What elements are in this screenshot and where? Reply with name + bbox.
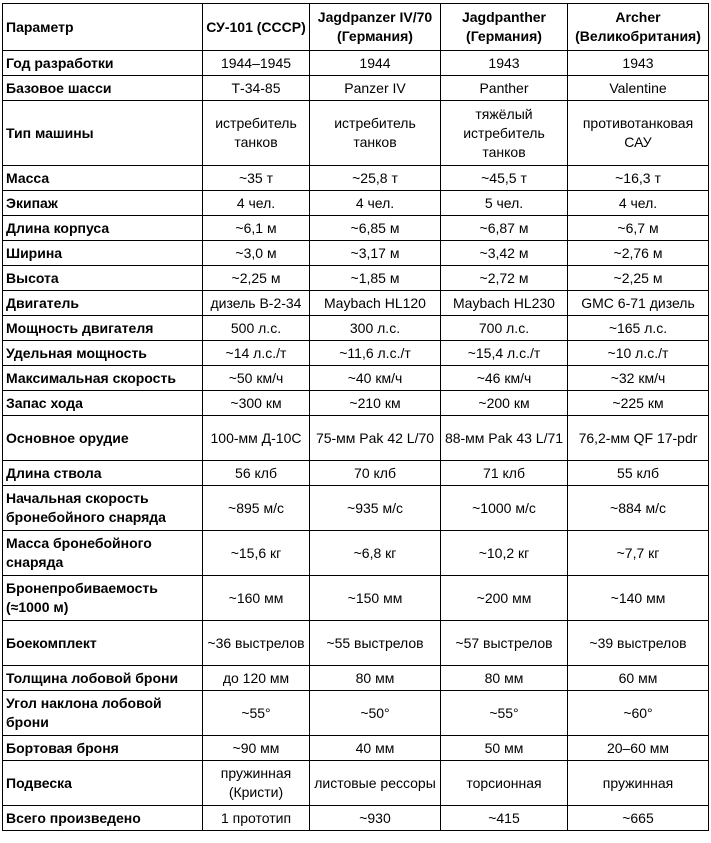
table-cell: Т-34-85 [203, 76, 310, 101]
table-cell: Valentine [568, 76, 709, 101]
row-parameter-label: Масса бронебойного снаряда [3, 531, 203, 576]
table-cell: Maybach HL230 [441, 291, 568, 316]
table-cell: ~665 [568, 806, 709, 831]
table-cell: ~60° [568, 691, 709, 736]
table-body [3, 51, 709, 831]
row-parameter-label: Толщина лобовой брони [3, 666, 203, 691]
table-cell: пружинная (Кристи) [203, 761, 310, 806]
table-cell: Panzer IV [310, 76, 441, 101]
row-parameter-label: Всего произведено [3, 806, 203, 831]
table-row [3, 101, 709, 166]
table-row [3, 341, 709, 366]
table-cell: 1944 [310, 51, 441, 76]
table-cell: 1944–1945 [203, 51, 310, 76]
table-cell: ~140 мм [568, 576, 709, 621]
row-parameter-label: Высота [3, 266, 203, 291]
table-cell: 55 клб [568, 461, 709, 486]
row-parameter-label: Угол наклона лобовой брони [3, 691, 203, 736]
table-cell: истребитель танков [203, 101, 310, 166]
table-cell: ~10 л.с./т [568, 341, 709, 366]
table-cell: 40 мм [310, 736, 441, 761]
table-cell: ~200 мм [441, 576, 568, 621]
table-cell: ~7,7 кг [568, 531, 709, 576]
table-cell: до 120 мм [203, 666, 310, 691]
table-cell: ~15,6 кг [203, 531, 310, 576]
table-cell: 56 клб [203, 461, 310, 486]
table-cell: ~930 [310, 806, 441, 831]
table-cell: ~39 выстрелов [568, 621, 709, 666]
header-jagdpanther: Jagdpanther (Германия) [441, 4, 568, 51]
table-cell: 300 л.с. [310, 316, 441, 341]
table-cell: ~3,0 м [203, 241, 310, 266]
header-su-101: СУ-101 (СССР) [203, 4, 310, 51]
table-cell: 80 мм [310, 666, 441, 691]
table-row [3, 391, 709, 416]
table-cell: ~6,7 м [568, 216, 709, 241]
comparison-table [2, 3, 709, 831]
table-cell: ~15,4 л.с./т [441, 341, 568, 366]
row-parameter-label: Бронепробиваемость (≈1000 м) [3, 576, 203, 621]
table-cell: ~55° [441, 691, 568, 736]
header-archer: Archer (Великобритания) [568, 4, 709, 51]
table-row [3, 416, 709, 461]
table-cell: 50 мм [441, 736, 568, 761]
table-cell: 76,2-мм QF 17-pdr [568, 416, 709, 461]
table-cell: ~90 мм [203, 736, 310, 761]
table-cell: 75-мм Pak 42 L/70 [310, 416, 441, 461]
table-cell: 1 прототип [203, 806, 310, 831]
table-cell: ~50° [310, 691, 441, 736]
table-cell: листовые рессоры [310, 761, 441, 806]
table-row [3, 291, 709, 316]
table-cell: ~46 км/ч [441, 366, 568, 391]
table-cell: ~200 км [441, 391, 568, 416]
row-parameter-label: Длина ствола [3, 461, 203, 486]
table-cell: ~36 выстрелов [203, 621, 310, 666]
table-cell: ~14 л.с./т [203, 341, 310, 366]
table-cell: 4 чел. [203, 191, 310, 216]
table-cell: ~165 л.с. [568, 316, 709, 341]
table-cell: ~16,3 т [568, 166, 709, 191]
table-cell: ~6,8 кг [310, 531, 441, 576]
table-cell: пружинная [568, 761, 709, 806]
table-row [3, 266, 709, 291]
table-row [3, 366, 709, 391]
table-cell: 100-мм Д-10С [203, 416, 310, 461]
table-row [3, 51, 709, 76]
table-cell: ~895 м/с [203, 486, 310, 531]
table-row [3, 736, 709, 761]
table-cell: ~3,17 м [310, 241, 441, 266]
row-parameter-label: Базовое шасси [3, 76, 203, 101]
table-cell: ~2,25 м [203, 266, 310, 291]
table-cell: GMC 6-71 дизель [568, 291, 709, 316]
table-cell: ~6,85 м [310, 216, 441, 241]
table-row [3, 76, 709, 101]
table-cell: 60 мм [568, 666, 709, 691]
table-cell: ~210 км [310, 391, 441, 416]
table-cell: ~935 м/с [310, 486, 441, 531]
table-cell: ~2,25 м [568, 266, 709, 291]
table-cell: ~1,85 м [310, 266, 441, 291]
table-cell: 500 л.с. [203, 316, 310, 341]
table-cell: ~25,8 т [310, 166, 441, 191]
table-row [3, 531, 709, 576]
row-parameter-label: Основное орудие [3, 416, 203, 461]
table-cell: Maybach HL120 [310, 291, 441, 316]
table-cell: ~2,76 м [568, 241, 709, 266]
table-cell: ~6,1 м [203, 216, 310, 241]
table-cell: ~1000 м/с [441, 486, 568, 531]
row-parameter-label: Максимальная скорость [3, 366, 203, 391]
table-cell: тяжёлый истребитель танков [441, 101, 568, 166]
table-row [3, 216, 709, 241]
row-parameter-label: Длина корпуса [3, 216, 203, 241]
table-cell: торсионная [441, 761, 568, 806]
table-cell: дизель В-2-34 [203, 291, 310, 316]
table-cell: истребитель танков [310, 101, 441, 166]
table-cell: 20–60 мм [568, 736, 709, 761]
table-cell: ~32 км/ч [568, 366, 709, 391]
table-cell: ~40 км/ч [310, 366, 441, 391]
table-row [3, 691, 709, 736]
table-row [3, 761, 709, 806]
table-cell: ~2,72 м [441, 266, 568, 291]
table-row [3, 316, 709, 341]
table-cell: 700 л.с. [441, 316, 568, 341]
row-parameter-label: Двигатель [3, 291, 203, 316]
header-parameter: Параметр [3, 4, 203, 51]
row-parameter-label: Удельная мощность [3, 341, 203, 366]
table-cell: ~884 м/с [568, 486, 709, 531]
table-cell: ~10,2 кг [441, 531, 568, 576]
header-row [3, 4, 709, 51]
table-cell: 4 чел. [310, 191, 441, 216]
table-cell: 4 чел. [568, 191, 709, 216]
table-row [3, 621, 709, 666]
table-cell: ~225 км [568, 391, 709, 416]
table-cell: Panther [441, 76, 568, 101]
table-row [3, 166, 709, 191]
table-cell: ~57 выстрелов [441, 621, 568, 666]
table-cell: ~160 мм [203, 576, 310, 621]
table-cell: ~11,6 л.с./т [310, 341, 441, 366]
table-cell: 1943 [441, 51, 568, 76]
table-row [3, 666, 709, 691]
table-cell: 88-мм Pak 43 L/71 [441, 416, 568, 461]
row-parameter-label: Боекомплект [3, 621, 203, 666]
header-jagdpanzer-iv-70: Jagdpanzer IV/70 (Германия) [310, 4, 441, 51]
table-cell: ~6,87 м [441, 216, 568, 241]
table-cell: ~150 мм [310, 576, 441, 621]
table-row [3, 486, 709, 531]
row-parameter-label: Запас хода [3, 391, 203, 416]
table-cell: противотанковая САУ [568, 101, 709, 166]
row-parameter-label: Масса [3, 166, 203, 191]
row-parameter-label: Год разработки [3, 51, 203, 76]
table-row [3, 806, 709, 831]
table-cell: ~55 выстрелов [310, 621, 441, 666]
table-cell: ~300 км [203, 391, 310, 416]
table-cell: ~3,42 м [441, 241, 568, 266]
row-parameter-label: Мощность двигателя [3, 316, 203, 341]
row-parameter-label: Экипаж [3, 191, 203, 216]
table-row [3, 241, 709, 266]
table-cell: 70 клб [310, 461, 441, 486]
table-cell: ~50 км/ч [203, 366, 310, 391]
row-parameter-label: Ширина [3, 241, 203, 266]
table-row [3, 461, 709, 486]
table-cell: ~415 [441, 806, 568, 831]
row-parameter-label: Начальная скорость бронебойного снаряда [3, 486, 203, 531]
table-cell: ~55° [203, 691, 310, 736]
table-cell: 1943 [568, 51, 709, 76]
row-parameter-label: Тип машины [3, 101, 203, 166]
table-cell: 71 клб [441, 461, 568, 486]
table-cell: ~45,5 т [441, 166, 568, 191]
row-parameter-label: Бортовая броня [3, 736, 203, 761]
table-cell: 80 мм [441, 666, 568, 691]
table-cell: 5 чел. [441, 191, 568, 216]
table-row [3, 191, 709, 216]
row-parameter-label: Подвеска [3, 761, 203, 806]
table-cell: ~35 т [203, 166, 310, 191]
table-row [3, 576, 709, 621]
